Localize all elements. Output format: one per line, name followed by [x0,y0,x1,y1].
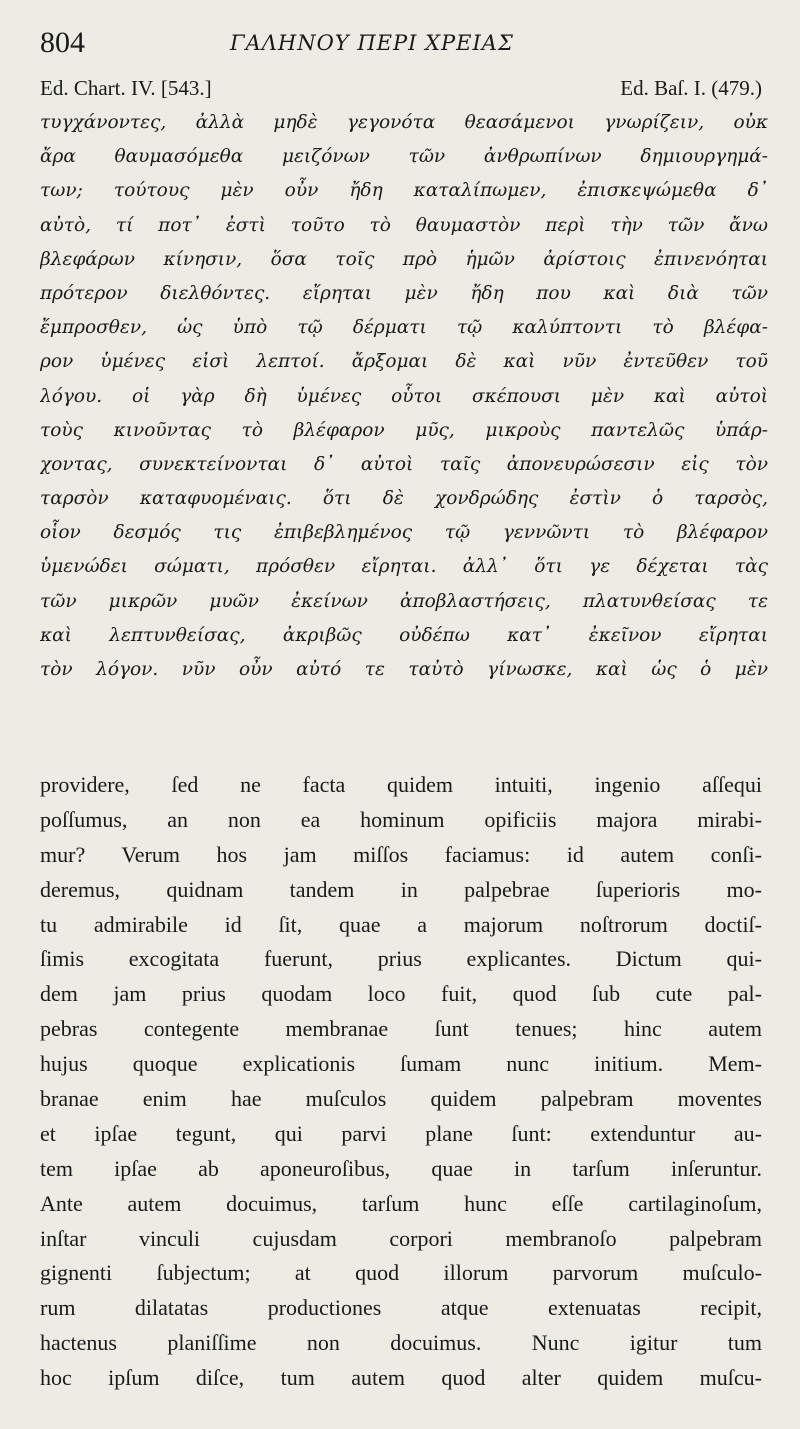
greek-text-line: ρον ὑμένες εἰσὶ λεπτοί. ἄρξομαι δὲ καὶ νῦν ἐντεῦθεν τοῦ [40,351,768,373]
greek-text-line: των; τούτους μὲν οὖν ἤδη καταλίπωμεν, ἐπισκεψώμεθα δ᾽ [40,180,768,202]
latin-text-line: hactenus planiſſime non docuimus. Nunc igitur tum [40,1330,762,1356]
greek-text-line: ταρσὸν καταφυομέναις. ὅτι δὲ χονδρώδης ἐστὶν ὁ ταρσὸς, [40,488,768,510]
greek-text-line: καὶ λεπτυνθείσας, ἀκριβῶς οὐδέπω κατ᾽ ἐκεῖνον εἴρηται [40,624,768,646]
edition-references [40,76,762,106]
latin-text-line: dem jam prius quodam loco fuit, quod ſub cute pal- [40,981,762,1007]
greek-text-line: ἔμπροσθεν, ὡς ὑπὸ τῷ δέρματι τῷ καλύπτοντι τὸ βλέφα- [40,317,768,339]
latin-text-line: ſimis excogitata fuerunt, prius explicantes. Dictum qui- [40,946,762,972]
greek-text-line: ἄρα θαυμασόμεθα μειζόνων τῶν ἀνθρωπίνων δημιουργημά- [40,146,768,168]
latin-text-line: providere, ſed ne facta quidem intuiti, ingenio aſſequi [40,772,762,797]
latin-text-line: tem ipſae ab aponeuroſibus, quae in tarſum inſeruntur. [40,1155,762,1181]
greek-text-block [40,106,768,687]
latin-text-line: poſſumus, an non ea hominum opificiis majora mirabi- [40,806,762,832]
latin-text-line: et ipſae tegunt, qui parvi plane ſunt: extenduntur au- [40,1120,762,1146]
latin-text-line: rum dilatatas productiones atque extenuatas recipit, [40,1295,762,1321]
greek-text-line: βλεφάρων κίνησιν, ὅσα τοῖς πρὸ ἡμῶν ἀρίστοις ἐπινενόηται [40,248,768,270]
latin-text-line: Ante autem docuimus, tarſum hunc eſſe cartilaginoſum, [40,1190,762,1216]
latin-text-line: mur? Verum hos jam miſſos faciamus: id autem conſi- [40,841,762,867]
latin-text-line: branae enim hae muſculos quidem palpebram moventes [40,1086,762,1112]
edition-reference-chartier: Ed. Chart. IV. [543.] [40,76,212,100]
latin-text-line: pebras contegente membranae ſunt tenues; hinc autem [40,1016,762,1042]
latin-text-line: tu admirabile id ſit, quae a majorum noſtrorum doctiſ- [40,911,762,937]
latin-text-line: inſtar vinculi cujusdam corpori membranoſo palpebram [40,1225,762,1251]
greek-text-line: ὑμενώδει σώματι, πρόσθεν εἴρηται. ἀλλ᾽ ὅτι γε δέχεται τὰς [40,556,768,578]
page-header [40,26,760,66]
latin-text-line: hoc ipſum diſce, tum autem quod alter quidem muſcu- [40,1365,762,1391]
latin-text-line: hujus quoque explicationis ſumam nunc initium. Mem- [40,1051,762,1077]
latin-translation-block [40,768,762,1396]
latin-text-line: deremus, quidnam tandem in palpebrae ſuperioris mo- [40,876,762,902]
greek-text-line: τῶν μικρῶν μυῶν ἐκείνων ἀποβλαστήσεις, πλατυνθείσας τε [40,590,768,612]
greek-text-line: τυγχάνοντες, ἀλλὰ μηδὲ γεγονότα θεασάμενοι γνωρίζειν, οὐκ [40,112,768,133]
greek-text-line: πρότερον διελθόντες. εἴρηται μὲν ἤδη που καὶ διὰ τῶν [40,282,768,304]
greek-text-line: τὸν λόγον. νῦν οὖν αὐτό τε ταὐτὸ γίνωσκε, καὶ ὡς ὁ μὲν [40,659,768,680]
greek-text-line: τοὺς κινοῦντας τὸ βλέφαρον μῦς, μικροὺς παντελῶς ὑπάρ- [40,419,768,441]
greek-text-line: οἷον δεσμός τις ἐπιβεβλημένος τῷ γεννῶντι τὸ βλέφαρον [40,522,768,544]
greek-text-line: αὐτὸ, τί ποτ᾽ ἐστὶ τοῦτο τὸ θαυμαστὸν περὶ τὴν τῶν ἄνω [40,214,768,236]
running-title: ΓΑΛΗΝΟΥ ΠΕΡΙ ΧΡΕΙΑΣ [230,31,514,55]
edition-reference-basel: Ed. Baſ. I. (479.) [620,76,762,100]
page-number: 804 [40,26,85,59]
greek-text-line: λόγου. οἱ γὰρ δὴ ὑμένες οὗτοι σκέπουσι μὲν καὶ αὐτοὶ [40,385,768,407]
greek-text-line: χοντας, συνεκτείνονται δ᾽ αὐτοὶ ταῖς ἀπονευρώσεσιν εἰς τὸν [40,453,768,475]
latin-text-line: gignenti ſubjectum; at quod illorum parvorum muſculo- [40,1260,762,1286]
